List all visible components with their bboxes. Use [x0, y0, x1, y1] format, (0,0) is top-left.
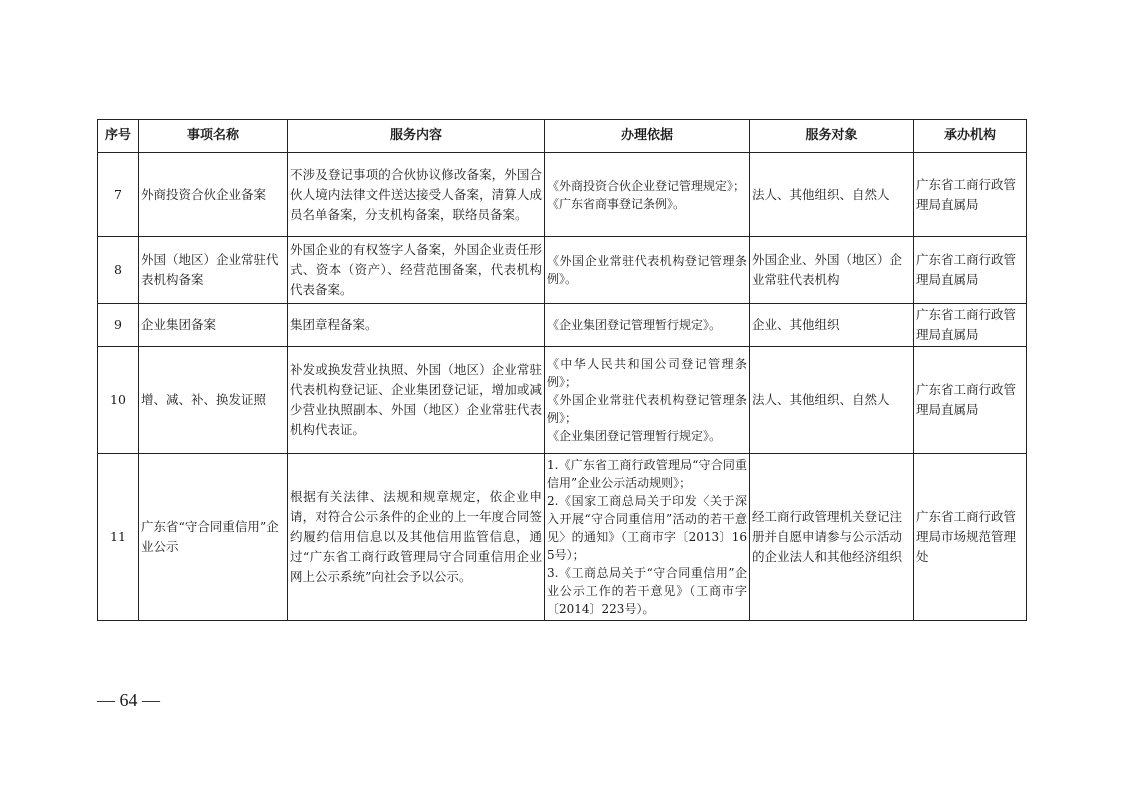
basis-line: 《外国企业常驻代表机构登记管理条例》； [547, 393, 747, 425]
legal-basis [545, 153, 750, 237]
agency: 广东省工商行政管理局直属局 [914, 153, 1027, 237]
table-row [98, 454, 1027, 621]
agency: 广东省工商行政管理局直属局 [914, 347, 1027, 454]
header-target: 服务对象 [750, 120, 914, 153]
basis-line: 《外国企业常驻代表机构登记管理条例》。 [547, 254, 747, 286]
header-basis: 办理依据 [545, 120, 750, 153]
item-name: 广东省“守合同重信用”企业公示 [139, 454, 288, 621]
table-row [98, 237, 1027, 304]
service-content: 集团章程备案。 [288, 304, 545, 347]
basis-line: 《外商投资合伙企业登记管理规定》； [547, 178, 746, 193]
basis-line: 《企业集团登记管理暂行规定》。 [547, 318, 722, 332]
basis-line: 《广东省商事登记条例》。 [547, 196, 686, 211]
table-row [98, 347, 1027, 454]
service-content: 根据有关法律、法规和规章规定，依企业申请，对符合公示条件的企业的上一年度合同签约履约信用信息以及其他信用监管信息，通过“广东省工商行政管理局守合同重信用企业网上公示系统”向社会予以公示。 [288, 454, 545, 621]
legal-basis [545, 304, 750, 347]
service-target: 经工商行政管理机关登记注册并自愿申请参与公示活动的企业法人和其他经济组织 [750, 454, 914, 621]
service-target: 法人、其他组织、自然人 [750, 347, 914, 454]
service-target: 企业、其他组织 [750, 304, 914, 347]
header-no: 序号 [98, 120, 139, 153]
table-row [98, 304, 1027, 347]
basis-line: 1.《广东省工商行政管理局“守合同重信用”企业公示活动规则》； [547, 458, 747, 490]
row-number: 11 [98, 454, 139, 621]
row-number: 9 [98, 304, 139, 347]
basis-line: 《企业集团登记管理暂行规定》。 [547, 429, 722, 443]
item-name: 企业集团备案 [139, 304, 288, 347]
agency: 广东省工商行政管理局直属局 [914, 304, 1027, 347]
header-name: 事项名称 [139, 120, 288, 153]
legal-basis [545, 454, 750, 621]
agency: 广东省工商行政管理局市场规范管理处 [914, 454, 1027, 621]
table-header-row [98, 120, 1027, 153]
table-row [98, 153, 1027, 237]
legal-basis [545, 347, 750, 454]
row-number: 8 [98, 237, 139, 304]
header-content: 服务内容 [288, 120, 545, 153]
basis-line: 《中华人民共和国公司登记管理条例》； [547, 357, 747, 389]
service-content: 补发或换发营业执照、外国（地区）企业常驻代表机构登记证、企业集团登记证，增加或减少营业执照副本、外国（地区）企业常驻代表机构代表证。 [288, 347, 545, 454]
service-content: 外国企业的有权签字人备案，外国企业责任形式、资本（资产）、经营范围备案，代表机构代表备案。 [288, 237, 545, 304]
item-name: 增、减、补、换发证照 [139, 347, 288, 454]
basis-line: 3.《工商总局关于“守合同重信用”企业公示工作的若干意见》（工商市字〔2014〕223号）。 [547, 566, 747, 616]
page-number: — 64 — [97, 690, 160, 710]
service-content: 不涉及登记事项的合伙协议修改备案，外国合伙人境内法律文件送达接受人备案，清算人成员名单备案，分支机构备案，联络员备案。 [288, 153, 545, 237]
service-table [97, 119, 1027, 621]
agency: 广东省工商行政管理局直属局 [914, 237, 1027, 304]
row-number: 7 [98, 153, 139, 237]
service-target: 法人、其他组织、自然人 [750, 153, 914, 237]
row-number: 10 [98, 347, 139, 454]
header-agency: 承办机构 [914, 120, 1027, 153]
item-name: 外商投资合伙企业备案 [139, 153, 288, 237]
legal-basis [545, 237, 750, 304]
service-target: 外国企业、外国（地区）企业常驻代表机构 [750, 237, 914, 304]
item-name: 外国（地区）企业常驻代表机构备案 [139, 237, 288, 304]
basis-line: 2.《国家工商总局关于印发〈关于深入开展“守合同重信用”活动的若干意见〉的通知》（工商市字〔2013〕165号）； [547, 494, 747, 562]
